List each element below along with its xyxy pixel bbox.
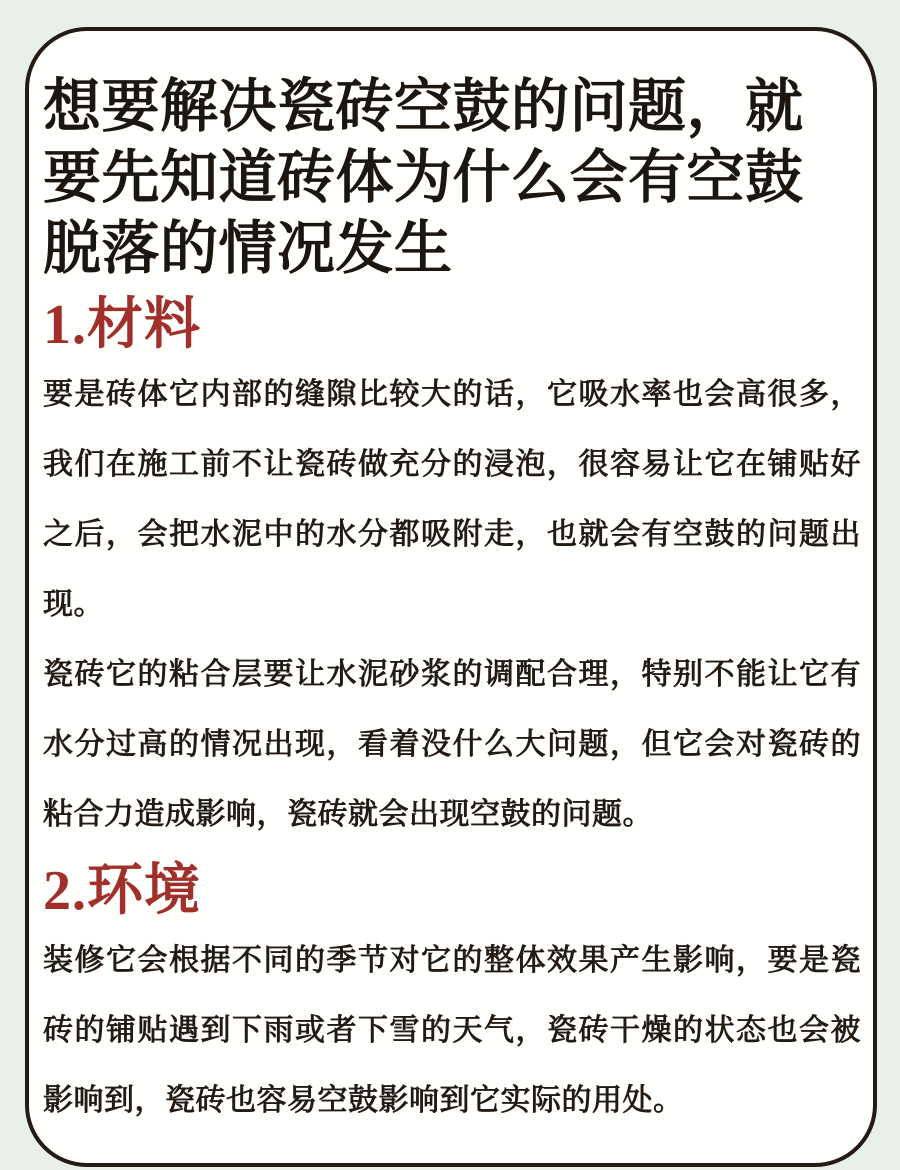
section-environment bbox=[43, 856, 861, 1136]
section-environment-heading: 2.环境 bbox=[43, 860, 201, 922]
section-material-heading: 1.材料 bbox=[43, 294, 201, 356]
section-material-paragraph: 要是砖体它内部的缝隙比较大的话，它吸水率也会高很多，我们在施工前不让瓷砖做充分的浸泡，很容易让它在铺贴好之后，会把水泥中的水分都吸附走，也就会有空鼓的问题出现。 bbox=[43, 378, 861, 621]
section-environment-paragraph: 装修它会根据不同的季节对它的整体效果产生影响，要是瓷砖的铺贴遇到下雨或者下雪的天气，瓷砖干燥的状态也会被影响到，瓷砖也容易空鼓影响到它实际的用处。 bbox=[43, 944, 861, 1117]
content-card bbox=[25, 27, 877, 1167]
page-title: 想要解决瓷砖空鼓的问题，就要先知道砖体为什么会有空鼓脱落的情况发生 bbox=[43, 74, 804, 281]
section-material bbox=[43, 290, 861, 850]
section-material-paragraph: 瓷砖它的粘合层要让水泥砂浆的调配合理，特别不能让它有水分过高的情况出现，看着没什么大问题，但它会对瓷砖的粘合力造成影响，瓷砖就会出现空鼓的问题。 bbox=[43, 658, 861, 831]
